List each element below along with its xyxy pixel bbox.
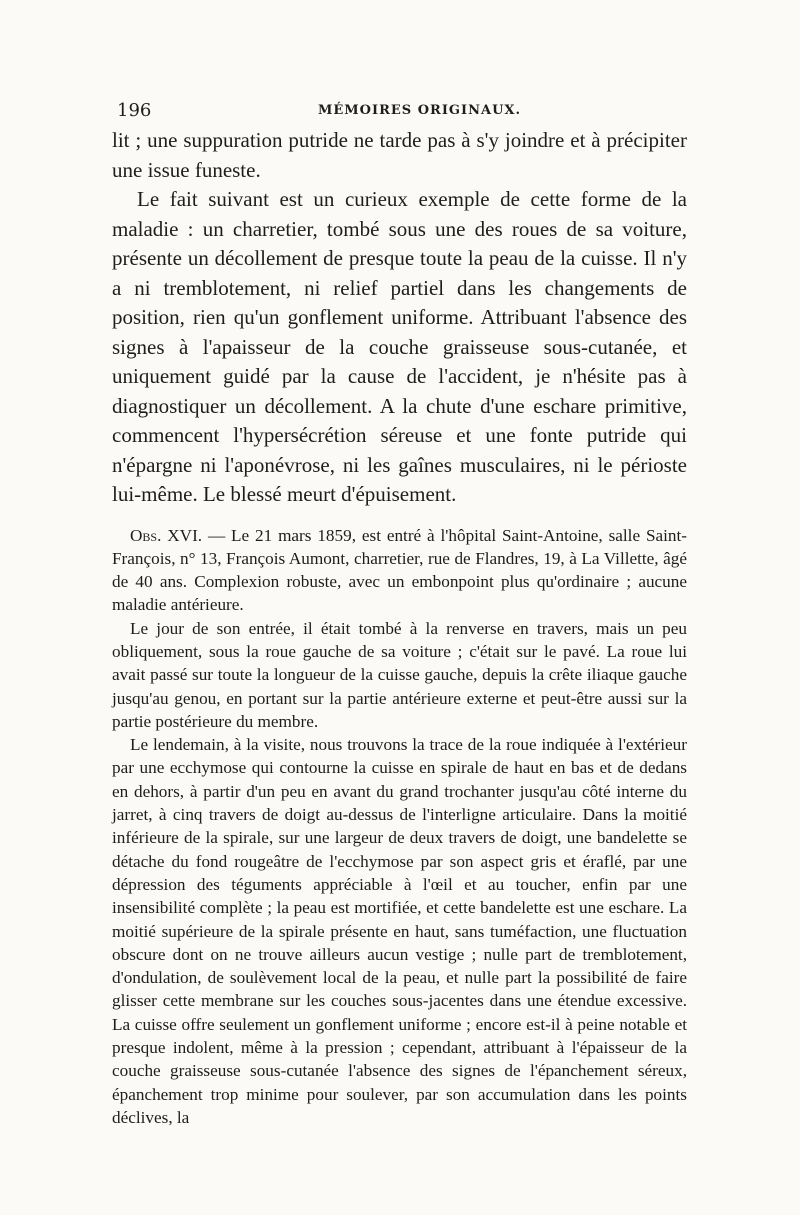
observation-paragraph-examination: Le lendemain, à la visite, nous trouvons la trace de la roue indiquée à l'extérieur par une ecchymose qui contourne la cuisse en spirale de haut en bas et de dedans en dehors, à partir d'un peu en avant du grand trochanter jusqu'au côté interne du jarret, à cinq travers de doigt au-dessus de l'interligne articulaire. Dans la moitié inférieure de la spirale, sur une largeur de deux travers de doigt, une bandelette se détache du fond rougeâtre de l'ecchymose par son aspect gris et éraflé, par une dépression des téguments appréciable à l'œil et au toucher, enfin par une insensibilité complète ; la peau est mortifiée, et cette bandelette est une eschare. La moitié supérieure de la spirale présente en haut, sans tuméfaction, une fluctuation obscure dont on ne trouve ailleurs aucun vestige ; nulle part de tremblotement, d'ondulation, de soulèvement local de la peau, et nulle part la possibilité de faire glisser cette membrane sur les couches sous-jacentes dans une étendue excessive. La cuisse offre seulement un gonflement uniforme ; encore est-il à peine notable et presque indolent, même à la pression ; cependant, attribuant à l'épaisseur de la couche graisseuse sous-cutanée l'absence des signes de l'épanchement séreux, épanchement trop minime pour soulever, par son accumulation dans les points déclives, la (112, 735, 687, 1127)
main-text (112, 126, 687, 510)
observation-block (112, 524, 687, 1130)
paragraph-continuation: lit ; une suppuration putride ne tarde pas à s'y joindre et à précipiter une issue funeste. (112, 128, 687, 182)
page-header (112, 96, 687, 126)
paragraph-case-description: Le fait suivant est un curieux exemple de cette forme de la maladie : un charretier, tombé sous une des roues de sa voiture, présente un décollement de presque toute la peau de la cuisse. Il n'y a ni tremblotement, ni relief partiel dans les changements de position, rien qu'un gonflement uniforme. Attribuant l'absence des signes à l'apaisseur de la couche graisseuse sous-cutanée, et uniquement guidé par la cause de l'accident, je n'hésite pas à diagnostiquer un décollement. A la chute d'une eschare primitive, commencent l'hypersécrétion séreuse et une fonte putride qui n'épargne ni l'aponévrose, ni les gaînes musculaires, ni le périoste lui-même. Le blessé meurt d'épuisement. (112, 187, 687, 506)
observation-label: Obs. XVI. (130, 525, 203, 545)
observation-intro-text: — Le 21 mars 1859, est entré à l'hôpital Saint-Antoine, salle Saint-François, n° 13, François Aumont, charretier, rue de Flandres, 19, à La Villette, âgé de 40 ans. Complexion robuste, avec un embonpoint plus qu'ordinaire ; aucune maladie antérieure. (112, 525, 688, 615)
book-page (112, 96, 687, 1129)
page-number: 196 (117, 100, 152, 121)
observation-paragraph-fall: Le jour de son entrée, il était tombé à la renverse en travers, mais un peu obliquement, sous la roue gauche de sa voiture ; c'était sur le pavé. La roue lui avait passé sur toute la longueur de la cuisse gauche, depuis la crête iliaque gauche jusqu'au genou, en portant sur la partie antérieure externe et peut-être aussi sur la partie postérieure du membre. (112, 618, 687, 731)
running-head: MÉMOIRES ORIGINAUX. (317, 103, 522, 118)
observation-paragraph-intro (112, 524, 687, 617)
